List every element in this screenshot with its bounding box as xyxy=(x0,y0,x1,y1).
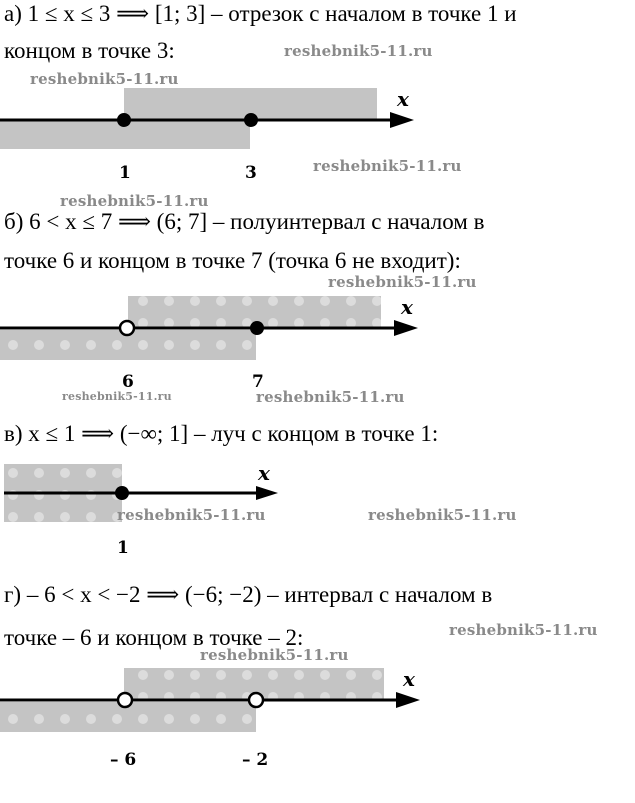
axis-label-x: x xyxy=(401,295,413,319)
point-open-minus-2 xyxy=(249,693,263,707)
point-closed-3 xyxy=(244,113,258,127)
section-d-line-1: г) – 6 < x < −2 ⟹ (−6; −2) – интервал с началом в xyxy=(4,582,493,607)
point-closed-7 xyxy=(250,321,264,335)
watermark: reshebnik5-11.ru xyxy=(368,506,517,524)
axis-label-x: x xyxy=(397,87,409,111)
section-b-line-2: точке 6 и концом в точке 7 (точка 6 не входит): xyxy=(4,248,461,273)
axis-arrow xyxy=(390,112,414,128)
number-line-d xyxy=(0,664,635,779)
tick-label-minus-2: – 2 xyxy=(242,750,269,770)
section-c-line-1: в) x ≤ 1 ⟹ (−∞; 1] – луч с концом в точке 1: xyxy=(4,421,439,446)
axis-arrow xyxy=(396,692,420,708)
axis-label-x: x xyxy=(258,461,270,485)
axis-label-x: x xyxy=(403,667,415,691)
watermark: reshebnik5-11.ru xyxy=(328,273,477,291)
watermark: reshebnik5-11.ru xyxy=(30,70,179,88)
watermark: reshebnik5-11.ru xyxy=(313,157,462,175)
watermark: reshebnik5-11.ru xyxy=(200,646,349,664)
watermark: reshebnik5-11.ru xyxy=(117,506,266,524)
point-open-minus-6 xyxy=(118,693,132,707)
tick-label-1: 1 xyxy=(119,163,131,183)
section-a-line-2: концом в точке 3: xyxy=(4,38,175,63)
watermark: reshebnik5-11.ru xyxy=(62,390,172,403)
section-a-line-1: а) 1 ≤ x ≤ 3 ⟹ [1; 3] – отрезок с началом в точке 1 и xyxy=(4,1,517,26)
tick-label-1: 1 xyxy=(117,538,129,558)
number-line-b xyxy=(0,290,635,400)
section-b-line-1: б) 6 < x ≤ 7 ⟹ (6; 7] – полуинтервал с началом в xyxy=(4,209,485,234)
tick-label-6: 6 xyxy=(122,372,134,392)
axis-arrow xyxy=(256,486,278,500)
section-d-line-2: точке – 6 и концом в точке – 2: xyxy=(4,625,304,650)
tick-label-minus-6: – 6 xyxy=(110,750,137,770)
watermark: reshebnik5-11.ru xyxy=(449,621,598,639)
tick-label-3: 3 xyxy=(245,163,257,183)
watermark: reshebnik5-11.ru xyxy=(256,388,405,406)
point-closed-1 xyxy=(117,113,131,127)
watermark: reshebnik5-11.ru xyxy=(60,192,209,210)
number-line-c xyxy=(0,462,635,562)
point-closed-1 xyxy=(115,486,129,500)
tick-label-7: 7 xyxy=(252,372,264,392)
point-open-6 xyxy=(120,321,134,335)
watermark: reshebnik5-11.ru xyxy=(284,42,433,60)
axis-arrow xyxy=(394,320,418,336)
